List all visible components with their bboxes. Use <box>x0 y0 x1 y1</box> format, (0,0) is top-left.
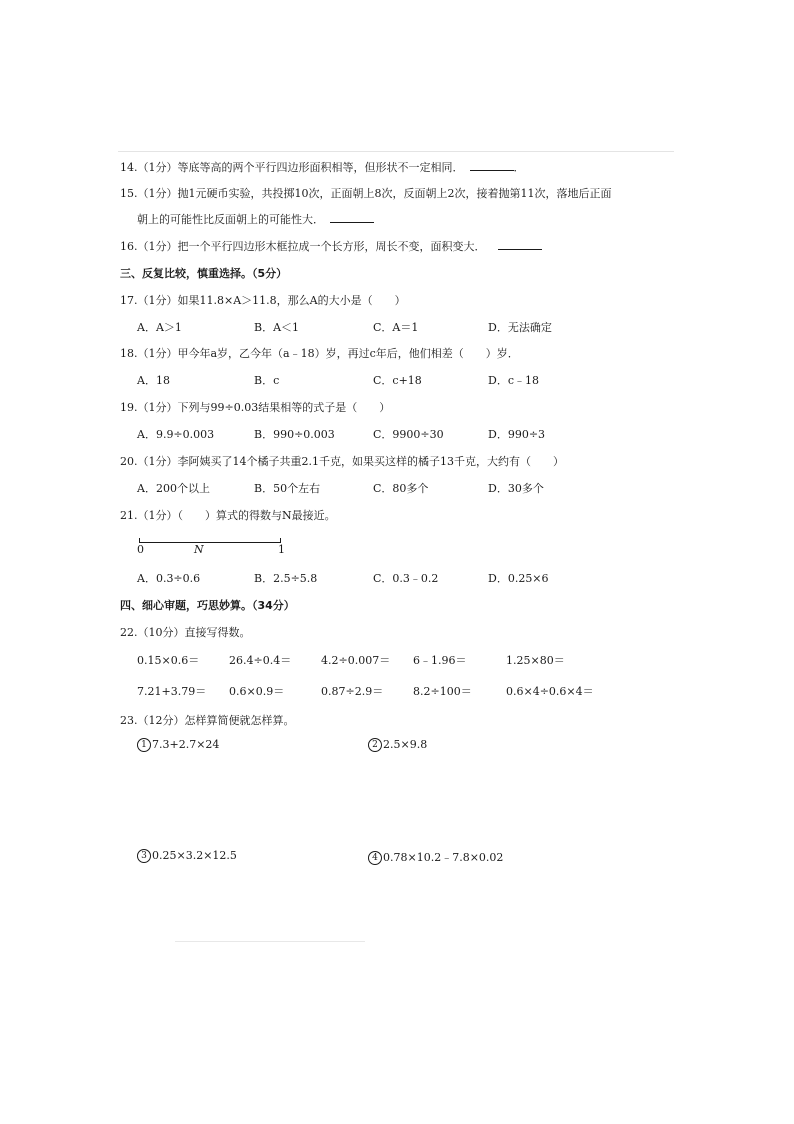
option-19-b[interactable]: B．990÷0.003 <box>254 428 335 441</box>
problem-expression: 0.78×10.2﹣7.8×0.02 <box>383 851 504 864</box>
option-18-d[interactable]: D．c﹣18 <box>488 374 539 387</box>
option-17-a[interactable]: A．A＞1 <box>137 321 182 334</box>
option-20-a[interactable]: A．200个以上 <box>137 482 210 495</box>
question-22-stem: 22.（10分）直接写得数。 <box>120 626 251 639</box>
calc-22-10[interactable]: 0.6×4÷0.6×4＝ <box>506 685 594 698</box>
option-20-c[interactable]: C．80多个 <box>373 482 429 495</box>
question-17-stem: 17.（1分）如果11.8×A＞11.8，那么A的大小是（ ） <box>120 294 406 307</box>
calc-22-5[interactable]: 1.25×80＝ <box>506 654 565 667</box>
answer-blank-14[interactable] <box>470 160 514 171</box>
answer-blank-16[interactable] <box>498 239 542 250</box>
option-17-d[interactable]: D．无法确定 <box>488 321 552 334</box>
question-20-stem: 20.（1分）李阿姨买了14个橘子共重2.1千克，如果买这样的橘子13千克，大约有（ ） <box>120 455 564 468</box>
option-19-c[interactable]: C．9900÷30 <box>373 428 444 441</box>
option-21-b[interactable]: B．2.5÷5.8 <box>254 572 318 585</box>
option-17-c[interactable]: C．A＝1 <box>373 321 419 334</box>
question-18-stem: 18.（1分）甲今年a岁，乙今年（a﹣18）岁，再过c年后，他们相差（ ）岁． <box>120 347 519 360</box>
question-15-text: 朝上的可能性比反面朝上的可能性大． <box>137 213 324 226</box>
question-16-text: 16.（1分）把一个平行四边形木框拉成一个长方形，周长不变，面积变大． <box>120 240 486 253</box>
problem-23-1[interactable] <box>137 738 219 752</box>
calc-22-7[interactable]: 0.6×0.9＝ <box>229 685 285 698</box>
question-19-stem: 19.（1分）下列与99÷0.03结果相等的式子是（ ） <box>120 401 391 414</box>
option-21-c[interactable]: C．0.3﹣0.2 <box>373 572 439 585</box>
section-4-heading: 四、细心审题，巧思妙算。（34分） <box>120 599 295 612</box>
answer-blank-15[interactable] <box>330 212 374 223</box>
circled-number: 2 <box>368 738 382 752</box>
question-21-stem: 21.（1分）（ ）算式的得数与N最接近。 <box>120 509 336 522</box>
top-divider <box>118 151 674 152</box>
circled-number: 3 <box>137 849 151 863</box>
option-18-c[interactable]: C．c+18 <box>373 374 422 387</box>
question-15-line-2 <box>137 211 374 227</box>
circled-number: 4 <box>368 851 382 865</box>
circled-number: 1 <box>137 738 151 752</box>
option-17-b[interactable]: B．A＜1 <box>254 321 300 334</box>
calc-22-3[interactable]: 4.2÷0.007＝ <box>321 654 391 667</box>
question-14 <box>120 159 525 175</box>
problem-23-4[interactable] <box>368 849 503 865</box>
question-16 <box>120 238 542 254</box>
question-14-end: ． <box>513 161 525 174</box>
number-line-label-0: 0 <box>137 543 144 556</box>
calc-22-9[interactable]: 8.2÷100＝ <box>413 685 472 698</box>
calc-22-2[interactable]: 26.4÷0.4＝ <box>229 654 292 667</box>
question-23-stem: 23.（12分）怎样算简便就怎样算。 <box>120 714 295 727</box>
question-15-line-1: 15.（1分）抛1元硬币实验，共投掷10次，正面朝上8次，反面朝上2次，接着抛第11次，落地后正面 <box>120 187 612 200</box>
question-14-text: 14.（1分）等底等高的两个平行四边形面积相等，但形状不一定相同． <box>120 161 464 174</box>
option-21-d[interactable]: D．0.25×6 <box>488 572 549 585</box>
number-line-bar <box>139 542 281 543</box>
problem-expression: 2.5×9.8 <box>383 738 428 751</box>
calc-22-4[interactable]: 6﹣1.96＝ <box>413 654 467 667</box>
calc-22-1[interactable]: 0.15×0.6＝ <box>137 654 200 667</box>
problem-expression: 0.25×3.2×12.5 <box>152 849 237 862</box>
problem-expression: 7.3+2.7×24 <box>152 738 220 751</box>
number-line <box>139 538 281 546</box>
option-18-b[interactable]: B．c <box>254 374 280 387</box>
bottom-divider <box>175 941 365 942</box>
option-19-a[interactable]: A．9.9÷0.003 <box>137 428 215 441</box>
section-3-heading: 三、反复比较，慎重选择。（5分） <box>120 267 288 280</box>
number-line-label-n: N <box>194 543 204 556</box>
option-20-b[interactable]: B．50个左右 <box>254 482 321 495</box>
option-20-d[interactable]: D．30多个 <box>488 482 544 495</box>
problem-23-2[interactable] <box>368 738 427 752</box>
calc-22-6[interactable]: 7.21+3.79＝ <box>137 685 207 698</box>
option-18-a[interactable]: A．18 <box>137 374 170 387</box>
problem-23-3[interactable] <box>137 849 237 863</box>
option-19-d[interactable]: D．990÷3 <box>488 428 546 441</box>
calc-22-8[interactable]: 0.87÷2.9＝ <box>321 685 384 698</box>
number-line-label-1: 1 <box>278 543 285 556</box>
option-21-a[interactable]: A．0.3÷0.6 <box>137 572 201 585</box>
